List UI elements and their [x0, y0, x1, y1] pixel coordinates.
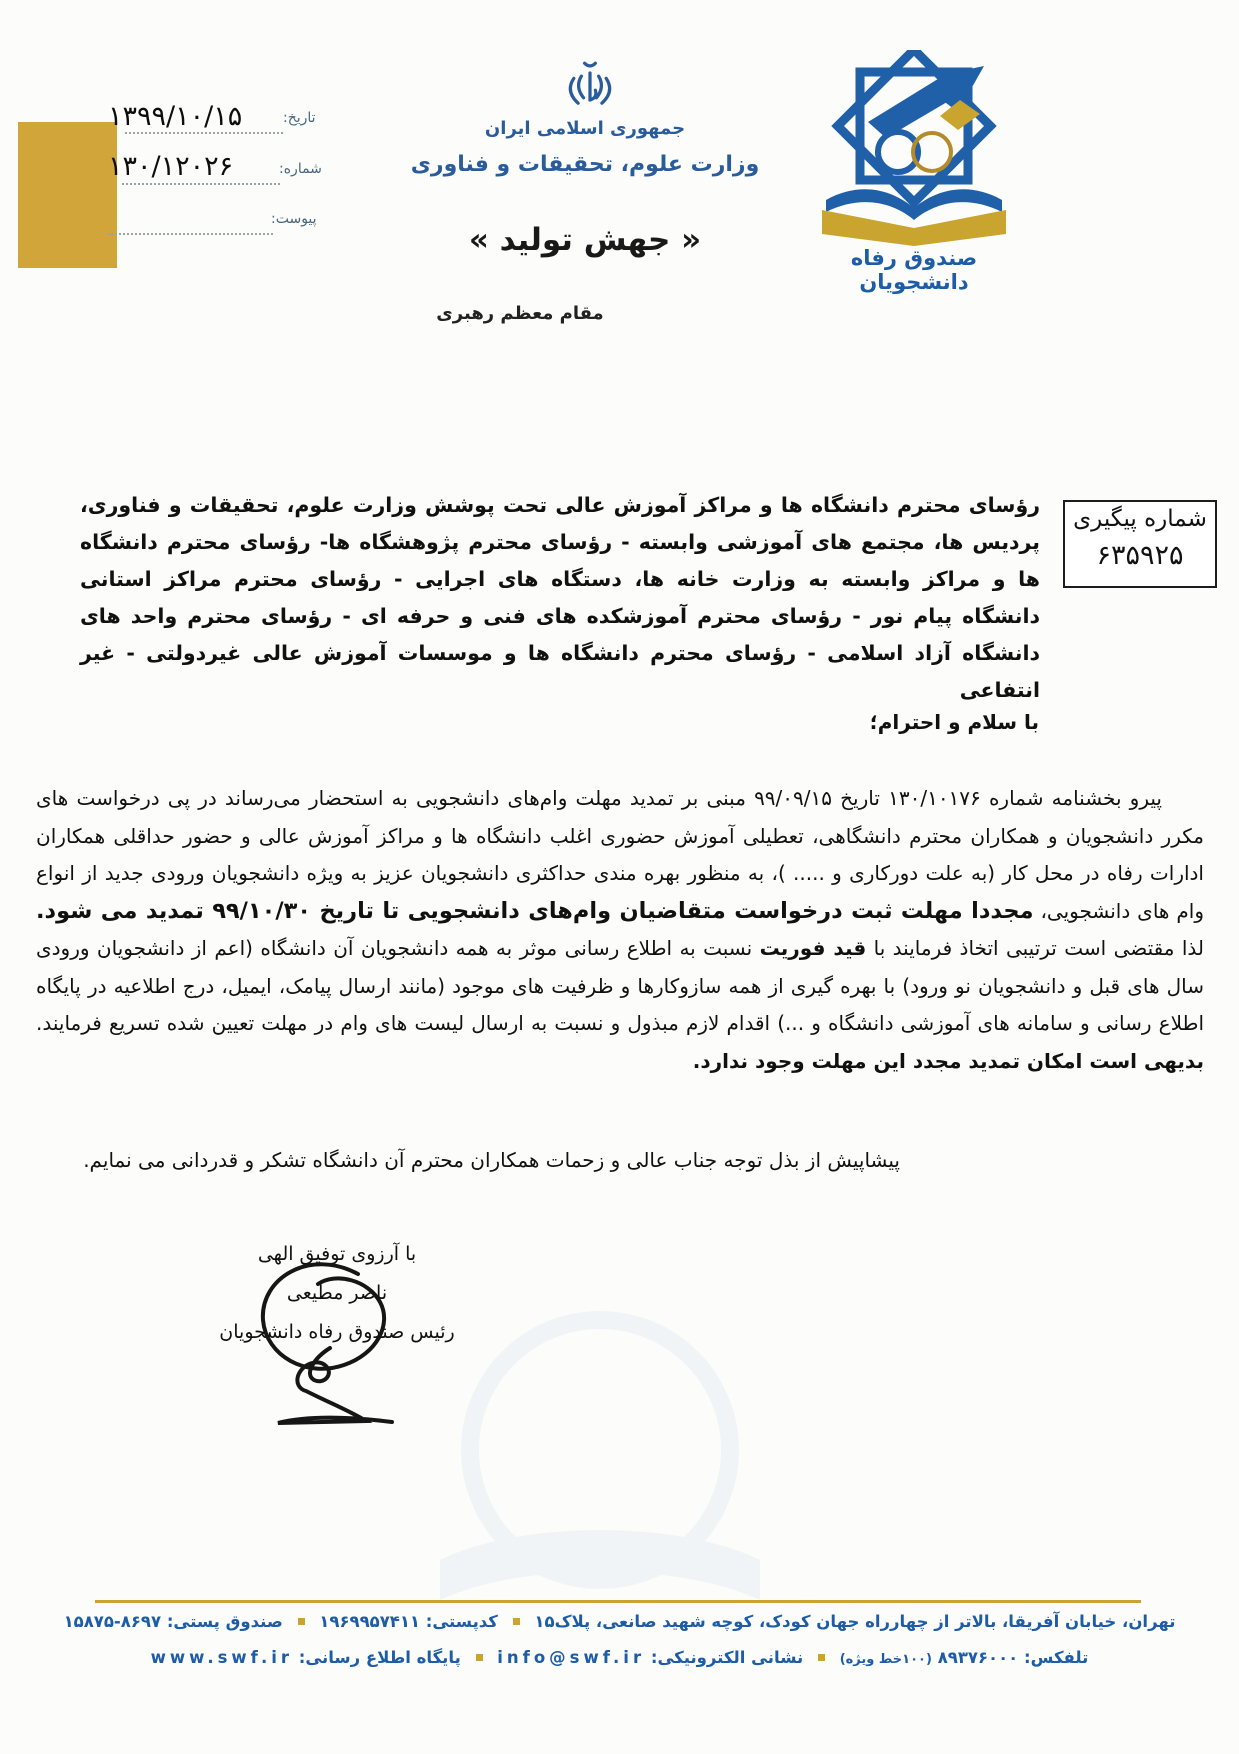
footer-telefax-note: (۱۰۰خط ویژه) — [839, 1652, 932, 1667]
signature-benediction: با آرزوی توفیق الهی — [257, 1243, 417, 1265]
body-bold-no-extension: بدیهی است امکان تمدید مجدد این مهلت وجود ندارد. — [692, 1048, 1204, 1073]
slogan-attribution: مقام معظم رهبری — [436, 303, 604, 324]
footer-website: www.swf.ir — [150, 1648, 293, 1667]
iran-emblem-icon — [566, 60, 614, 114]
bullet-icon — [476, 1654, 483, 1661]
body-bold-deadline: مجددا مهلت ثبت درخواست متقاضیان وام‌های دانشجویی تا تاریخ ۹۹/۱۰/۳۰ تمدید می شود. — [36, 897, 1034, 924]
org-name: صندوق رفاه دانشجویان — [850, 246, 978, 294]
watermark — [380, 1300, 820, 1640]
footer-address: تهران، خیابان آفریقا، بالاتر از چهارراه جهان کودک، کوچه شهید صانعی، پلاک۱۵ — [534, 1612, 1176, 1631]
closing-line: پیشاپیش از بذل توجه جناب عالی و زحمات همکاران محترم آن دانشگاه تشکر و قدردانی می نمایم. — [83, 1148, 900, 1172]
tracking-number: ۶۳۵۹۲۵ — [1096, 540, 1184, 571]
salutation: با سلام و احترام؛ — [869, 710, 1039, 734]
body-text-3: نسبت به اطلاع رسانی موثر به همه دانشجویان آن دانشگاه (اعم از دانشجویان ورودی سال های قبل و دانشجویان نو ورود) با بهره گیری از همه سازوکارها و ظرفیت های موجود (مانند ارسال پیامک، ایمیل، درج اطلاعیه در پایگاه اطلاع رسانی و سامانه های آموزشی دانشگاه و ...) اقدام لازم مبذول و نسبت به ارسال لیست های وام در مهلت تعیین شده تسریع فرمایند. — [36, 936, 1204, 1035]
footer-pobox: ۱۵۸۷۵-۸۶۹۷ — [63, 1612, 162, 1631]
footer-postal-code: ۱۹۶۹۹۵۷۴۱۱ — [319, 1612, 421, 1631]
swf-logo-icon — [798, 50, 1030, 246]
attachment-label: پیوست: — [271, 211, 317, 227]
footer-email: info@swf.ir — [497, 1648, 646, 1667]
tracking-label: شماره پیگیری — [1073, 506, 1207, 532]
body-bold-urgency: قید فوریت — [759, 936, 867, 960]
signature-name: ناصر مطیعی — [286, 1282, 388, 1304]
body-text-1: پیرو بخشنامه شماره ۱۳۰/۱۰۱۷۶ تاریخ ۹۹/۰۹/۱۵ مبنی بر تمدید مهلت وام‌های دانشجویی به استحضار می‌رساند در پی درخواست های مکرر دانشجویان و همکاران محترم دانشگاهی، تعطیلی آموزش حضوری اغلب دانشگاه ها و مراکز آموزش عالی و حضور حداقلی همکاران ادارات رفاه در محل کار (به علت دورکاری و ..... )، به منظور بهره مندی حداکثری دانشجویان عزیز به ویژه دانشجویان ورودی جدید از انواع وام های دانشجویی، — [36, 786, 1204, 923]
number-value: ۱۳۰/۱۲۰۲۶ — [108, 151, 234, 182]
tracking-box — [1063, 500, 1217, 588]
sticky-note — [18, 122, 117, 268]
bullet-icon — [513, 1618, 520, 1625]
footer-telefax-number: ۸۹۳۷۶۰۰۰ — [937, 1648, 1019, 1667]
addressee-block: رؤسای محترم دانشگاه ها و مراکز آموزش عالی تحت پوشش وزارت علوم، تحقیقات و فناوری، پردیس ها، مجتمع های آموزشی وابسته - رؤسای محترم پژوهشگاه ها- رؤسای محترم دانشگاه ها و مراکز وابسته به وزارت خانه ها، دستگاه های اجرایی - رؤسای محترم مراکز استانی دانشگاه پیام نور - رؤسای محترم آموزشکده های فنی و حرفه ای - رؤسای محترم واحد های دانشگاه آزاد اسلامی - رؤسای محترم دانشگاه ها و موسسات آموزش عالی غیردولتی - غیر انتفاعی — [80, 493, 1040, 702]
footer-telefax-label: تلفکس: — [1024, 1648, 1089, 1667]
bullet-icon — [298, 1618, 305, 1625]
number-dotted-line — [122, 182, 280, 185]
ministry-title: وزارت علوم، تحقیقات و فناوری — [410, 152, 760, 177]
year-slogan: « جهش تولید » — [468, 222, 702, 258]
bullet-icon — [818, 1654, 825, 1661]
attachment-dotted-line — [108, 232, 273, 235]
signature-title: رئیس صندوق رفاه دانشجویان — [219, 1321, 455, 1343]
republic-title: جمهوری اسلامی ایران — [484, 118, 686, 139]
body-text-2: لذا مقتضی است ترتیبی اتخاذ فرمایند با — [866, 936, 1204, 960]
footer-postal-label: کدپستی: — [425, 1612, 498, 1631]
footer-email-label: نشانی الکترونیکی: — [650, 1648, 804, 1667]
footer-pobox-label: صندوق پستی: — [166, 1612, 283, 1631]
date-label: تاریخ: — [283, 110, 316, 126]
footer-rule — [95, 1600, 1141, 1603]
body-paragraph — [36, 780, 1204, 1080]
date-value: ۱۳۹۹/۱۰/۱۵ — [108, 101, 243, 132]
footer-line-1 — [40, 1612, 1199, 1631]
number-label: شماره: — [279, 161, 322, 177]
footer-line-2 — [40, 1648, 1199, 1667]
footer-website-label: پایگاه اطلاع رسانی: — [298, 1648, 461, 1667]
